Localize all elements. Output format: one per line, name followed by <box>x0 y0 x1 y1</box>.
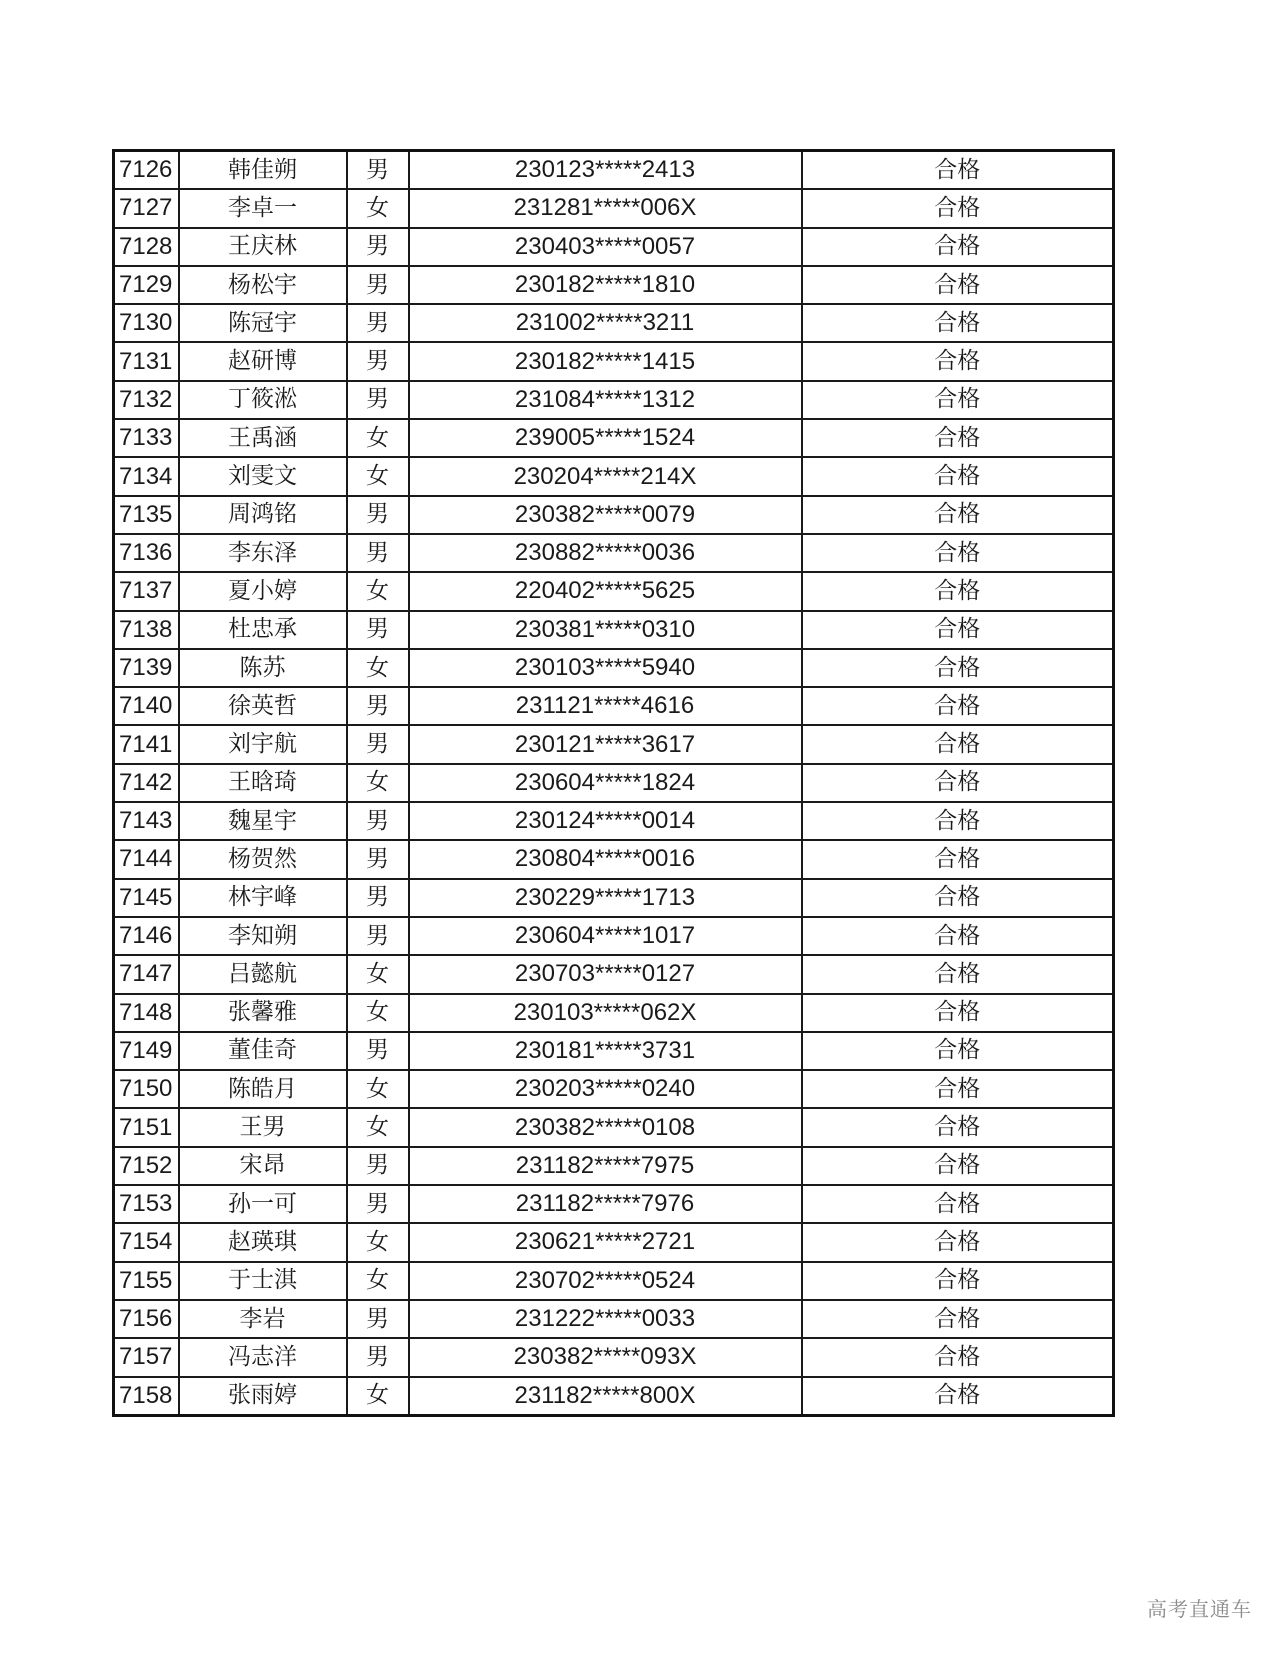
name-cell: 王男 <box>179 1108 347 1146</box>
name-cell: 夏小婷 <box>179 572 347 610</box>
id-number-cell: 230381*****0310 <box>409 611 802 649</box>
gender-cell: 男 <box>347 381 409 419</box>
gender-cell: 男 <box>347 496 409 534</box>
id-number-cell: 230382*****0079 <box>409 496 802 534</box>
result-cell: 合格 <box>802 840 1114 878</box>
row-number-cell: 7147 <box>114 955 179 993</box>
id-number-cell: 230123*****2413 <box>409 151 802 190</box>
table-row <box>114 840 1114 878</box>
name-cell: 李东泽 <box>179 534 347 572</box>
gender-cell: 女 <box>347 572 409 610</box>
row-number-cell: 7145 <box>114 879 179 917</box>
row-number-cell: 7135 <box>114 496 179 534</box>
gender-cell: 男 <box>347 802 409 840</box>
result-cell: 合格 <box>802 1338 1114 1376</box>
id-number-cell: 230182*****1810 <box>409 266 802 304</box>
id-number-cell: 230203*****0240 <box>409 1070 802 1108</box>
result-cell: 合格 <box>802 342 1114 380</box>
gender-cell: 男 <box>347 1147 409 1185</box>
id-number-cell: 230403*****0057 <box>409 228 802 266</box>
result-cell: 合格 <box>802 725 1114 763</box>
id-number-cell: 231182*****7975 <box>409 1147 802 1185</box>
table-row <box>114 1032 1114 1070</box>
gender-cell: 女 <box>347 994 409 1032</box>
id-number-cell: 230382*****093X <box>409 1338 802 1376</box>
row-number-cell: 7128 <box>114 228 179 266</box>
row-number-cell: 7137 <box>114 572 179 610</box>
name-cell: 张雨婷 <box>179 1377 347 1416</box>
result-cell: 合格 <box>802 572 1114 610</box>
result-cell: 合格 <box>802 304 1114 342</box>
row-number-cell: 7157 <box>114 1338 179 1376</box>
row-number-cell: 7148 <box>114 994 179 1032</box>
name-cell: 魏星宇 <box>179 802 347 840</box>
gender-cell: 男 <box>347 879 409 917</box>
result-cell: 合格 <box>802 534 1114 572</box>
id-number-cell: 220402*****5625 <box>409 572 802 610</box>
result-cell: 合格 <box>802 879 1114 917</box>
table-row <box>114 1377 1114 1416</box>
gender-cell: 男 <box>347 304 409 342</box>
name-cell: 王庆林 <box>179 228 347 266</box>
id-number-cell: 230882*****0036 <box>409 534 802 572</box>
row-number-cell: 7132 <box>114 381 179 419</box>
name-cell: 陈冠宇 <box>179 304 347 342</box>
row-number-cell: 7131 <box>114 342 179 380</box>
result-cell: 合格 <box>802 1032 1114 1070</box>
table-row <box>114 534 1114 572</box>
result-cell: 合格 <box>802 228 1114 266</box>
gender-cell: 女 <box>347 955 409 993</box>
result-cell: 合格 <box>802 764 1114 802</box>
result-cell: 合格 <box>802 1147 1114 1185</box>
table-row <box>114 342 1114 380</box>
id-number-cell: 230181*****3731 <box>409 1032 802 1070</box>
name-cell: 宋昂 <box>179 1147 347 1185</box>
row-number-cell: 7150 <box>114 1070 179 1108</box>
name-cell: 杨松宇 <box>179 266 347 304</box>
gender-cell: 男 <box>347 687 409 725</box>
result-cell: 合格 <box>802 611 1114 649</box>
table-body <box>114 151 1114 1416</box>
id-number-cell: 231121*****4616 <box>409 687 802 725</box>
table-row <box>114 611 1114 649</box>
id-number-cell: 230382*****0108 <box>409 1108 802 1146</box>
gender-cell: 女 <box>347 419 409 457</box>
gender-cell: 女 <box>347 189 409 227</box>
name-cell: 孙一可 <box>179 1185 347 1223</box>
result-cell: 合格 <box>802 687 1114 725</box>
name-cell: 赵瑛琪 <box>179 1223 347 1261</box>
result-cell: 合格 <box>802 381 1114 419</box>
table-row <box>114 1185 1114 1223</box>
id-number-cell: 231182*****7976 <box>409 1185 802 1223</box>
table-row <box>114 917 1114 955</box>
row-number-cell: 7158 <box>114 1377 179 1416</box>
name-cell: 李岩 <box>179 1300 347 1338</box>
table-row <box>114 1223 1114 1261</box>
id-number-cell: 230121*****3617 <box>409 725 802 763</box>
id-number-cell: 230703*****0127 <box>409 955 802 993</box>
name-cell: 李卓一 <box>179 189 347 227</box>
gender-cell: 女 <box>347 764 409 802</box>
table-row <box>114 802 1114 840</box>
table-row <box>114 879 1114 917</box>
gender-cell: 女 <box>347 1223 409 1261</box>
id-number-cell: 230124*****0014 <box>409 802 802 840</box>
id-number-cell: 231222*****0033 <box>409 1300 802 1338</box>
id-number-cell: 231281*****006X <box>409 189 802 227</box>
result-cell: 合格 <box>802 457 1114 495</box>
result-cell: 合格 <box>802 1377 1114 1416</box>
gender-cell: 女 <box>347 1108 409 1146</box>
gender-cell: 男 <box>347 917 409 955</box>
id-number-cell: 230804*****0016 <box>409 840 802 878</box>
row-number-cell: 7134 <box>114 457 179 495</box>
name-cell: 王晗琦 <box>179 764 347 802</box>
table-row <box>114 764 1114 802</box>
table-row <box>114 151 1114 190</box>
row-number-cell: 7155 <box>114 1262 179 1300</box>
result-cell: 合格 <box>802 955 1114 993</box>
table-row <box>114 725 1114 763</box>
gender-cell: 男 <box>347 228 409 266</box>
table-row <box>114 1262 1114 1300</box>
name-cell: 董佳奇 <box>179 1032 347 1070</box>
result-cell: 合格 <box>802 1108 1114 1146</box>
row-number-cell: 7141 <box>114 725 179 763</box>
result-cell: 合格 <box>802 496 1114 534</box>
name-cell: 杜忠承 <box>179 611 347 649</box>
id-number-cell: 231182*****800X <box>409 1377 802 1416</box>
gender-cell: 男 <box>347 1300 409 1338</box>
gender-cell: 男 <box>347 840 409 878</box>
row-number-cell: 7143 <box>114 802 179 840</box>
name-cell: 王禹涵 <box>179 419 347 457</box>
row-number-cell: 7156 <box>114 1300 179 1338</box>
row-number-cell: 7133 <box>114 419 179 457</box>
table-row <box>114 1300 1114 1338</box>
result-cell: 合格 <box>802 1300 1114 1338</box>
row-number-cell: 7136 <box>114 534 179 572</box>
gender-cell: 男 <box>347 534 409 572</box>
gender-cell: 女 <box>347 649 409 687</box>
row-number-cell: 7142 <box>114 764 179 802</box>
result-cell: 合格 <box>802 1223 1114 1261</box>
result-cell: 合格 <box>802 994 1114 1032</box>
table-row <box>114 649 1114 687</box>
name-cell: 冯志洋 <box>179 1338 347 1376</box>
row-number-cell: 7144 <box>114 840 179 878</box>
name-cell: 李知朔 <box>179 917 347 955</box>
result-cell: 合格 <box>802 649 1114 687</box>
table-row <box>114 381 1114 419</box>
name-cell: 于士淇 <box>179 1262 347 1300</box>
table-row <box>114 457 1114 495</box>
row-number-cell: 7139 <box>114 649 179 687</box>
name-cell: 刘雯文 <box>179 457 347 495</box>
name-cell: 林宇峰 <box>179 879 347 917</box>
gender-cell: 男 <box>347 611 409 649</box>
id-number-cell: 230103*****062X <box>409 994 802 1032</box>
table-row <box>114 1147 1114 1185</box>
table-row <box>114 228 1114 266</box>
name-cell: 杨贺然 <box>179 840 347 878</box>
table-row <box>114 496 1114 534</box>
id-number-cell: 230229*****1713 <box>409 879 802 917</box>
gender-cell: 男 <box>347 1032 409 1070</box>
name-cell: 陈苏 <box>179 649 347 687</box>
row-number-cell: 7153 <box>114 1185 179 1223</box>
row-number-cell: 7149 <box>114 1032 179 1070</box>
table-row <box>114 304 1114 342</box>
row-number-cell: 7129 <box>114 266 179 304</box>
row-number-cell: 7126 <box>114 151 179 190</box>
id-number-cell: 230621*****2721 <box>409 1223 802 1261</box>
result-cell: 合格 <box>802 802 1114 840</box>
gender-cell: 男 <box>347 342 409 380</box>
id-number-cell: 239005*****1524 <box>409 419 802 457</box>
gender-cell: 女 <box>347 1262 409 1300</box>
result-cell: 合格 <box>802 189 1114 227</box>
row-number-cell: 7151 <box>114 1108 179 1146</box>
result-cell: 合格 <box>802 1070 1114 1108</box>
row-number-cell: 7138 <box>114 611 179 649</box>
table-row <box>114 572 1114 610</box>
result-cell: 合格 <box>802 266 1114 304</box>
name-cell: 韩佳朔 <box>179 151 347 190</box>
table-row <box>114 955 1114 993</box>
table-row <box>114 266 1114 304</box>
result-cell: 合格 <box>802 151 1114 190</box>
row-number-cell: 7140 <box>114 687 179 725</box>
name-cell: 周鸿铭 <box>179 496 347 534</box>
row-number-cell: 7130 <box>114 304 179 342</box>
result-cell: 合格 <box>802 917 1114 955</box>
gender-cell: 男 <box>347 1185 409 1223</box>
table-row <box>114 687 1114 725</box>
table-row <box>114 994 1114 1032</box>
table-row <box>114 419 1114 457</box>
row-number-cell: 7127 <box>114 189 179 227</box>
gender-cell: 女 <box>347 457 409 495</box>
row-number-cell: 7152 <box>114 1147 179 1185</box>
id-number-cell: 231084*****1312 <box>409 381 802 419</box>
gender-cell: 女 <box>347 1070 409 1108</box>
name-cell: 陈皓月 <box>179 1070 347 1108</box>
table-row <box>114 189 1114 227</box>
gender-cell: 女 <box>347 1377 409 1416</box>
id-number-cell: 230604*****1824 <box>409 764 802 802</box>
gender-cell: 男 <box>347 151 409 190</box>
results-table <box>112 149 1115 1417</box>
row-number-cell: 7146 <box>114 917 179 955</box>
name-cell: 徐英哲 <box>179 687 347 725</box>
id-number-cell: 230103*****5940 <box>409 649 802 687</box>
gender-cell: 男 <box>347 725 409 763</box>
table-row <box>114 1070 1114 1108</box>
result-cell: 合格 <box>802 1185 1114 1223</box>
id-number-cell: 230182*****1415 <box>409 342 802 380</box>
table-row <box>114 1338 1114 1376</box>
name-cell: 刘宇航 <box>179 725 347 763</box>
name-cell: 丁筱淞 <box>179 381 347 419</box>
table-row <box>114 1108 1114 1146</box>
watermark-text: 高考直通车 <box>1147 1597 1252 1621</box>
name-cell: 吕懿航 <box>179 955 347 993</box>
id-number-cell: 231002*****3211 <box>409 304 802 342</box>
id-number-cell: 230604*****1017 <box>409 917 802 955</box>
id-number-cell: 230204*****214X <box>409 457 802 495</box>
result-cell: 合格 <box>802 1262 1114 1300</box>
gender-cell: 男 <box>347 1338 409 1376</box>
row-number-cell: 7154 <box>114 1223 179 1261</box>
name-cell: 赵研博 <box>179 342 347 380</box>
gender-cell: 男 <box>347 266 409 304</box>
result-cell: 合格 <box>802 419 1114 457</box>
id-number-cell: 230702*****0524 <box>409 1262 802 1300</box>
name-cell: 张馨雅 <box>179 994 347 1032</box>
